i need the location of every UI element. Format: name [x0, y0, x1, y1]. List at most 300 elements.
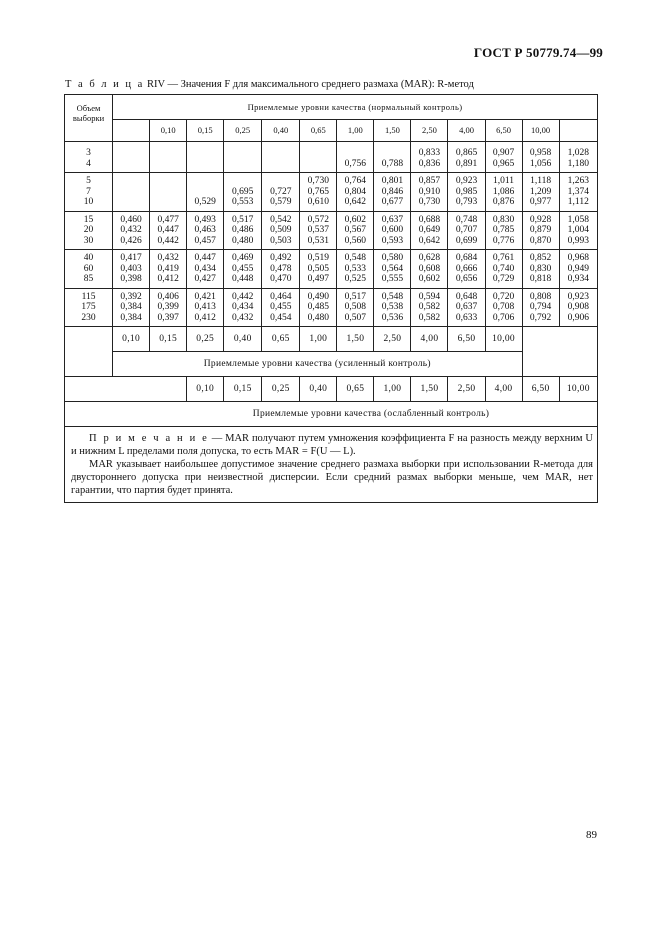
factor-value: 0,419: [157, 263, 179, 274]
value-cell: [522, 173, 559, 212]
factor-value: 0,852: [529, 253, 552, 263]
factor-value: 0,788: [381, 158, 404, 169]
factor-value: 0,610: [307, 197, 329, 207]
factor-value: 0,649: [418, 225, 441, 235]
factor-value: 0,519: [307, 253, 329, 263]
value-cell: [374, 211, 411, 250]
factor-value: [113, 159, 149, 170]
factor-value: 0,480: [232, 235, 254, 246]
value-cell: [150, 142, 187, 173]
value-cell: [150, 250, 187, 289]
factor-value: [150, 176, 186, 187]
note-text-1: — MAR получают путем умножения коэффициента F на разность между верхним U и нижним L пределами поля допуска, то есть MAR = F(U — L).: [71, 433, 594, 457]
value-cell: [485, 173, 522, 212]
table-row: [65, 173, 598, 212]
value-cell: [262, 173, 300, 212]
factor-value: 0,846: [381, 186, 404, 197]
tightened-level-cell: 0,65: [262, 327, 300, 352]
factor-value: [224, 176, 261, 187]
factor-value: [187, 159, 223, 170]
factor-value: 0,637: [455, 302, 478, 312]
sample-size-value: 85: [83, 274, 94, 284]
value-cell: [374, 173, 411, 212]
factor-value: 0,406: [157, 291, 179, 302]
factor-value: 0,857: [418, 176, 441, 186]
factor-value: 0,876: [492, 197, 515, 207]
caption-label: Т а б л и ц а: [65, 79, 145, 90]
factor-value: 0,907: [492, 148, 515, 158]
factor-value: 0,602: [344, 214, 367, 225]
factor-value: 0,648: [455, 291, 478, 302]
reduced-level-cell: 2,50: [448, 377, 485, 402]
factor-value: 0,564: [381, 263, 404, 274]
value-cell: [374, 288, 411, 327]
factor-value: 0,548: [344, 253, 367, 263]
sample-size-value: 175: [81, 302, 96, 312]
sample-size-cell: [65, 142, 113, 173]
value-cell: [559, 211, 597, 250]
sample-size-cell: [65, 173, 113, 212]
value-cell: [522, 250, 559, 289]
factor-value: 0,470: [270, 274, 292, 284]
sample-size-cell: [65, 250, 113, 289]
sample-size-value: 115: [81, 291, 96, 302]
factor-value: 0,642: [418, 235, 441, 246]
factor-value: 0,776: [492, 235, 515, 246]
value-cell: [522, 211, 559, 250]
factor-value: 0,748: [455, 214, 478, 225]
factor-value: 0,555: [381, 274, 404, 284]
factor-value: [262, 148, 299, 159]
factor-value: 0,469: [232, 253, 254, 263]
factor-value: [337, 148, 373, 159]
factor-value: 0,593: [381, 235, 404, 246]
factor-value: 0,490: [307, 291, 329, 302]
factor-value: 0,398: [120, 274, 142, 284]
factor-value: 1,209: [529, 186, 552, 197]
factor-value: [224, 159, 261, 170]
sample-size-value: 30: [83, 235, 94, 246]
factor-value: 0,509: [270, 225, 292, 235]
value-cell: [559, 288, 597, 327]
tightened-blank: [65, 327, 113, 377]
factor-value: 0,729: [492, 274, 515, 284]
factor-value: 1,011: [493, 176, 515, 186]
value-cell: [448, 173, 485, 212]
value-cell: [411, 250, 448, 289]
factor-value: 0,756: [344, 158, 367, 169]
factor-value: 0,699: [455, 235, 478, 246]
factor-value: 0,454: [270, 312, 292, 323]
factor-value: 0,442: [232, 291, 254, 302]
factor-value: 0,579: [270, 197, 292, 207]
factor-value: 0,492: [270, 253, 292, 263]
normal-level-header: 1,50: [374, 120, 411, 142]
caption-text: RIV — Значения F для максимального среднего размаха (MAR): R-метод: [146, 79, 474, 90]
table-row: [65, 142, 598, 173]
factor-value: 0,688: [418, 214, 441, 225]
normal-level-header: 0,10: [150, 120, 187, 142]
tightened-level-cell: 0,25: [187, 327, 224, 352]
sample-size-value: 60: [83, 263, 94, 274]
sample-size-cell: [65, 211, 113, 250]
sample-size-value: 5: [86, 176, 91, 186]
factor-value: 0,656: [455, 274, 478, 284]
factor-value: 0,580: [381, 253, 404, 263]
normal-level-header: 1,00: [337, 120, 374, 142]
factor-value: 0,548: [381, 291, 404, 302]
factor-value: 0,637: [381, 214, 404, 225]
value-cell: [485, 142, 522, 173]
factor-value: 0,910: [418, 186, 441, 197]
factor-value: 0,792: [529, 312, 552, 323]
factor-value: 0,384: [120, 302, 142, 312]
factor-value: 0,808: [529, 291, 552, 302]
value-cell: [559, 250, 597, 289]
mar-table: [64, 94, 598, 503]
factor-value: 0,508: [344, 302, 367, 312]
factor-value: 0,434: [194, 263, 216, 274]
factor-value: 0,923: [567, 291, 589, 302]
factor-value: 0,833: [418, 148, 441, 158]
reduced-level-cell: 0,65: [337, 377, 374, 402]
value-cell: [559, 142, 597, 173]
sample-size-value: 4: [86, 158, 91, 169]
table-row: [65, 250, 598, 289]
tightened-level-cell: 0,15: [150, 327, 187, 352]
factor-value: [187, 176, 223, 187]
factor-value: 0,448: [232, 274, 254, 284]
value-cell: [448, 142, 485, 173]
factor-value: 1,112: [567, 197, 589, 207]
note-paragraph-2: MAR указывает наибольшее допустимое значение среднего размаха выборки при использовании R-метода для двустороннего допуска при неизвестной дисперсии. Если средний размах выборки меньше, чем MAR, нет гарантии, что партия будет принята.: [71, 459, 593, 496]
value-cell: [113, 250, 150, 289]
factor-value: 0,421: [194, 291, 216, 302]
value-cell: [224, 173, 262, 212]
reduced-level-cell: 6,50: [522, 377, 559, 402]
factor-value: 0,602: [418, 274, 441, 284]
factor-value: 1,056: [529, 158, 552, 169]
reduced-level-cell: 0,15: [224, 377, 262, 402]
factor-value: 1,004: [567, 225, 589, 235]
value-cell: [522, 142, 559, 173]
level-header-blank: [113, 120, 150, 142]
factor-value: 0,403: [120, 263, 142, 274]
factor-value: 0,442: [157, 235, 179, 246]
factor-value: 0,426: [120, 235, 142, 246]
factor-value: 0,412: [194, 312, 216, 323]
sample-size-cell: [65, 288, 113, 327]
factor-value: [262, 176, 299, 187]
factor-value: 0,497: [307, 274, 329, 284]
value-cell: [262, 288, 300, 327]
factor-value: 1,263: [567, 176, 589, 186]
factor-value: 0,785: [492, 225, 515, 235]
factor-value: 0,447: [194, 253, 216, 263]
factor-value: 0,463: [194, 225, 216, 235]
value-cell: [559, 173, 597, 212]
sample-size-value: 20: [83, 225, 94, 235]
factor-value: [262, 159, 299, 170]
factor-value: 0,560: [344, 235, 367, 246]
factor-value: 0,567: [344, 225, 367, 235]
reduced-blank: [65, 377, 187, 402]
factor-value: 0,447: [157, 225, 179, 235]
normal-level-header: 4,00: [448, 120, 485, 142]
factor-value: 0,455: [270, 302, 292, 312]
sample-size-value: 7: [86, 186, 91, 197]
factor-value: 0,600: [381, 225, 404, 235]
factor-value: 0,412: [157, 274, 179, 284]
tightened-right-blank: [522, 327, 597, 377]
factor-value: 1,086: [492, 186, 515, 197]
reduced-level-cell: 1,50: [411, 377, 448, 402]
factor-value: 0,485: [307, 302, 329, 312]
factor-value: 0,879: [529, 225, 552, 235]
sample-size-value: 15: [83, 214, 94, 225]
value-cell: [150, 288, 187, 327]
sample-size-header: Объем выборки: [65, 95, 113, 142]
page-number: 89: [586, 829, 597, 841]
header-row-1: [65, 95, 598, 120]
factor-value: 0,801: [381, 176, 404, 186]
value-cell: [300, 173, 337, 212]
value-cell: [300, 142, 337, 173]
value-cell: [485, 288, 522, 327]
factor-value: 0,765: [307, 186, 329, 197]
factor-value: [113, 187, 149, 198]
factor-value: 0,906: [567, 312, 589, 323]
value-cell: [300, 211, 337, 250]
value-cell: [300, 250, 337, 289]
factor-value: 0,958: [529, 148, 552, 158]
value-cell: [448, 211, 485, 250]
note-row: [65, 427, 598, 503]
value-cell: [187, 142, 224, 173]
reduced-levels-row: [65, 377, 598, 402]
value-cell: [262, 211, 300, 250]
value-cell: [337, 211, 374, 250]
factor-value: 0,457: [194, 235, 216, 246]
reduced-header-row: [65, 402, 598, 427]
factor-value: 0,507: [344, 312, 367, 323]
factor-value: 0,538: [381, 302, 404, 312]
factor-value: 0,432: [120, 225, 142, 235]
factor-value: [150, 159, 186, 170]
tightened-level-cell: 0,40: [224, 327, 262, 352]
reduced-level-cell: 1,00: [374, 377, 411, 402]
value-cell: [224, 211, 262, 250]
value-cell: [224, 288, 262, 327]
value-cell: [224, 142, 262, 173]
factor-value: 0,977: [529, 197, 552, 207]
value-cell: [411, 288, 448, 327]
normal-level-header: 0,25: [224, 120, 262, 142]
factor-value: 0,740: [492, 263, 515, 274]
factor-value: 0,455: [232, 263, 254, 274]
value-cell: [113, 211, 150, 250]
factor-value: 0,730: [418, 197, 441, 207]
factor-value: 0,392: [120, 291, 142, 302]
reduced-level-cell: 0,25: [262, 377, 300, 402]
factor-value: 1,374: [567, 186, 589, 197]
tightened-levels-row: [65, 327, 598, 352]
factor-value: 0,908: [567, 302, 589, 312]
value-cell: [262, 250, 300, 289]
value-cell: [150, 173, 187, 212]
factor-value: 0,536: [381, 312, 404, 323]
factor-value: 0,432: [157, 253, 179, 263]
factor-value: 0,525: [344, 274, 367, 284]
factor-value: 0,804: [344, 186, 367, 197]
factor-value: 0,923: [455, 176, 478, 186]
value-cell: [150, 211, 187, 250]
factor-value: 0,480: [307, 312, 329, 323]
tightened-level-cell: 10,00: [485, 327, 522, 352]
factor-value: 0,891: [455, 158, 478, 169]
factor-value: 0,993: [567, 235, 589, 246]
document-code: ГОСТ Р 50779.74—99: [473, 45, 603, 60]
note: [65, 427, 598, 503]
factor-value: 0,529: [194, 197, 216, 207]
factor-value: 0,720: [492, 291, 515, 302]
value-cell: [187, 250, 224, 289]
normal-level-header: 10,00: [522, 120, 559, 142]
factor-value: 0,503: [270, 235, 292, 246]
factor-value: 0,464: [270, 291, 292, 302]
factor-value: 0,434: [232, 302, 254, 312]
factor-value: 0,531: [307, 235, 329, 246]
normal-level-header: 2,50: [411, 120, 448, 142]
factor-value: 0,608: [418, 263, 441, 274]
factor-value: 0,533: [344, 263, 367, 274]
factor-value: 0,793: [455, 197, 478, 207]
level-header-blank: [559, 120, 597, 142]
factor-value: [150, 197, 186, 208]
factor-value: 0,965: [492, 158, 515, 169]
factor-value: 0,542: [270, 214, 292, 225]
value-cell: [113, 142, 150, 173]
factor-value: 0,477: [157, 214, 179, 225]
factor-value: 0,928: [529, 214, 552, 225]
factor-value: 0,818: [529, 274, 552, 284]
value-cell: [411, 173, 448, 212]
factor-value: 0,865: [455, 148, 478, 158]
factor-value: 0,794: [529, 302, 552, 312]
table-row: [65, 288, 598, 327]
value-cell: [300, 288, 337, 327]
reduced-level-cell: 4,00: [485, 377, 522, 402]
value-cell: [262, 142, 300, 173]
reduced-control-header: Приемлемые уровни качества (ослабленный контроль): [65, 402, 598, 427]
factor-value: 0,730: [307, 176, 329, 186]
factor-value: 0,432: [232, 312, 254, 323]
factor-value: 1,028: [567, 148, 589, 158]
tightened-level-cell: 2,50: [374, 327, 411, 352]
factor-value: 0,968: [567, 253, 589, 263]
factor-value: [300, 148, 336, 159]
normal-level-header: 6,50: [485, 120, 522, 142]
factor-value: [113, 197, 149, 208]
factor-value: 0,399: [157, 302, 179, 312]
factor-value: 0,666: [455, 263, 478, 274]
tightened-control-header: Приемлемые уровни качества (усиленный контроль): [113, 352, 523, 377]
factor-value: 1,180: [567, 158, 589, 169]
factor-value: 0,684: [455, 253, 478, 263]
sample-size-value: 230: [81, 312, 96, 323]
value-cell: [411, 142, 448, 173]
factor-value: [224, 148, 261, 159]
value-cell: [374, 250, 411, 289]
factor-value: 0,677: [381, 197, 404, 207]
factor-value: 0,836: [418, 158, 441, 169]
factor-value: 0,830: [492, 214, 515, 225]
factor-value: 0,706: [492, 312, 515, 323]
factor-value: [113, 176, 149, 187]
factor-value: 0,985: [455, 186, 478, 197]
factor-value: 0,486: [232, 225, 254, 235]
value-cell: [522, 288, 559, 327]
factor-value: 0,413: [194, 302, 216, 312]
factor-value: [374, 148, 410, 159]
factor-value: 0,708: [492, 302, 515, 312]
factor-value: 0,707: [455, 225, 478, 235]
factor-value: [113, 148, 149, 159]
reduced-level-cell: 0,40: [300, 377, 337, 402]
value-cell: [374, 142, 411, 173]
reduced-level-cell: 10,00: [559, 377, 597, 402]
factor-value: 0,582: [418, 312, 441, 323]
factor-value: 1,118: [530, 176, 552, 186]
value-cell: [411, 211, 448, 250]
factor-value: 0,761: [492, 253, 515, 263]
factor-value: 0,397: [157, 312, 179, 323]
factor-value: 0,870: [529, 235, 552, 246]
normal-level-header: 0,40: [262, 120, 300, 142]
factor-value: 0,537: [307, 225, 329, 235]
note-label: П р и м е ч а н и е: [89, 433, 209, 444]
normal-level-header: 0,15: [187, 120, 224, 142]
factor-value: 0,582: [418, 302, 441, 312]
factor-value: 0,594: [418, 291, 441, 302]
factor-value: 0,572: [307, 214, 329, 225]
value-cell: [337, 250, 374, 289]
tightened-header-row: [65, 352, 598, 377]
factor-value: 0,384: [120, 312, 142, 323]
factor-value: [187, 148, 223, 159]
value-cell: [224, 250, 262, 289]
factor-value: 0,417: [120, 253, 142, 263]
factor-value: 0,695: [232, 186, 254, 197]
note-paragraph-1: [71, 432, 593, 458]
value-cell: [113, 173, 150, 212]
normal-control-header: Приемлемые уровни качества (нормальный контроль): [113, 95, 598, 120]
factor-value: 0,553: [232, 197, 254, 207]
factor-value: 0,460: [120, 214, 142, 225]
reduced-level-cell: 0,10: [187, 377, 224, 402]
value-cell: [448, 250, 485, 289]
value-cell: [113, 288, 150, 327]
value-cell: [187, 288, 224, 327]
factor-value: 0,505: [307, 263, 329, 274]
sample-size-value: 10: [83, 197, 94, 207]
sample-size-value: 40: [83, 253, 94, 263]
tightened-level-cell: 4,00: [411, 327, 448, 352]
factor-value: 0,633: [455, 312, 478, 323]
factor-value: [187, 187, 223, 198]
factor-value: 0,517: [232, 214, 254, 225]
value-cell: [337, 142, 374, 173]
